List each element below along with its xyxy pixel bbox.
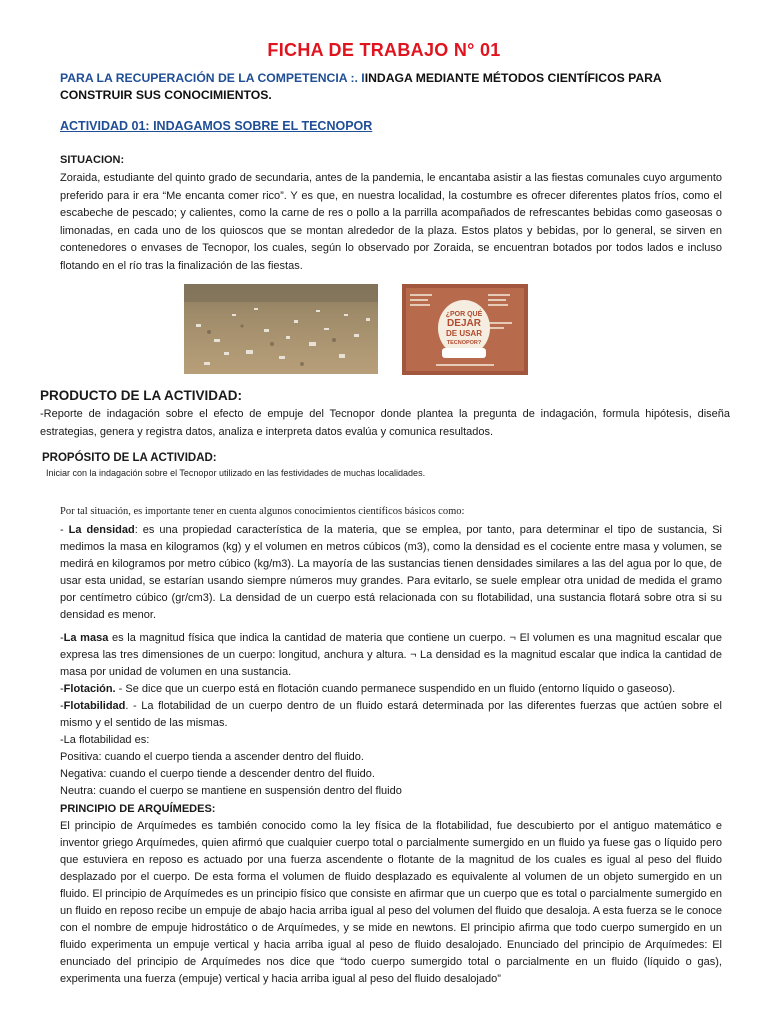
buoyancy-neutral: Neutra: cuando el cuerpo se mantiene en suspensión dentro del fluido [60,785,402,798]
buoyancy-positive: Positiva: cuando el cuerpo tienda a ascender dentro del fluido. [60,751,364,764]
situation-text: Zoraida, estudiante del quinto grado de secundaria, antes de la pandemia, le encantaba asistir a las fiestas comunales cuyo argumento preferido para ir era “Me encanta comer rico”. Y es que, en nuestra localidad, la costumbre es ofrecer diferentes platos fríos, como el escabeche de pescado; y calientes, como la carne de res o pollo a la parrilla acompañados de refrescantes bebidas como gaseosas o limonadas, en cada uno de los quioscos que se montan alrededor de la plaza. Estos platos y bebidas, por lo general, se sirven en contenedores o envases de Tecnopor, los cuales, según lo observado por Zoraida, se encuentran botados por todos lados e incluso flotando en el río tras la finalización de las fiestas. [60,172,722,272]
poster-question-line-4: TECNOPOR? [446,340,482,346]
archimedes-heading [60,801,722,818]
mass-paragraph [60,630,722,681]
poster-question-line-3: DE USAR [445,329,483,338]
beach-litter-image [184,284,378,374]
flotation-lead: - [60,682,64,695]
mass-term: La masa [63,631,109,644]
purpose-text: Iniciar con la indagación sobre el Tecnopor utilizado en las festividades de muchas localidades. [46,468,426,478]
product-text: -Reporte de indagación sobre el efecto de empuje del Tecnopor donde plantea la pregunta de indagación, formula hipótesis, diseña estrategias, genera y registra datos, analiza e interpreta datos evalúa y comunica resultados. [40,408,730,438]
situation-label: SITUACION: [60,154,125,166]
beach-litter-photo [184,284,378,374]
tecnopor-poster [402,284,528,375]
flotation-term: Flotación. [63,682,116,695]
buoyancy-lead: - [60,699,64,712]
flotation-paragraph [60,681,722,698]
tecnopor-poster-image [402,284,528,375]
archimedes-text: El principio de Arquímedes es también conocido como la ley física de la flotabilidad, fue descubierto por el antiguo matemático e inventor griego Arquímedes, quien afirmó que cualquier cuerpo total o parcialmente sumergido en un fluido ya fuese gas o líquido pero que estuviera en reposo es actuado por una fuerza ascendente o flotante de la magnitud de los cuales es igual al peso del fluido desplazado por el cuerpo. De esta forma el volumen de fluido desplazado es equivalente al volumen de un objeto sumergido en un fluido. El principio de Arquímedes es un principio físico que consiste en afirmar que un cuerpo que es total o parcialmente sumergido en un fluido en reposo recibe un empuje de abajo hacia arriba igual al peso del volumen del fluido que desaloja. A esta fuerza se le conoce con el nombre de empuje hidrostático o de Arquímedes, y se mide en newtons. El principio afirma que todo cuerpo sumergido en un fluido experimenta un empuje vertical y hacia arriba igual al peso de fluido desalojado. Enunciado del principio de Arquímedes: El enunciado del principio de Arquímedes nos dice que “todo cuerpo sumergido total o parcialmente en un fluido (líquido o gas), experimenta una fuerza (empuje) vertical y hacia arriba igual al peso del fluido desalojado” [60,819,722,986]
buoyancy-negative: Negativa: cuando el cuerpo tiende a descender dentro del fluido. [60,768,375,781]
density-lead: - [60,524,69,536]
activity-heading: ACTIVIDAD 01: INDAGAMOS SOBRE EL TECNOPOR [60,119,373,133]
subtitle-prefix: PARA LA RECUPERACIÓN DE LA COMPETENCIA :. I [60,71,365,85]
buoyancy-paragraph [60,698,722,732]
product-heading: PRODUCTO DE LA ACTIVIDAD: [40,388,242,403]
flotation-text: - Se dice que un cuerpo está en flotación cuando permanece suspendido en un fluido (entorno líquido o gaseoso). [115,682,676,695]
mass-lead: - [60,631,64,644]
poster-question-line-1: ¿POR QUÉ [445,311,483,318]
buoyancy-intro: -La flotabilidad es: [60,734,150,747]
buoyancy-text: . - La flotabilidad de un cuerpo dentro de un fluido estará determinada por las diferentes fuerzas que actúen sobre el mismo y el sentido de las mismas. [60,699,722,730]
density-term: La densidad [68,524,135,536]
competency-subtitle [60,70,710,104]
buoyancy-term: Flotabilidad [63,699,126,712]
intro-line: Por tal situación, es importante tener en cuenta algunos conocimientos científicos básicos como: [60,506,465,517]
page-title: FICHA DE TRABAJO N° 01 [267,40,501,60]
concepts-block [60,522,722,989]
archimedes-heading-text: PRINCIPIO DE ARQUÍMEDES: [60,802,216,815]
subtitle-rest: INDAGA MEDIANTE MÉTODOS CIENTÍFICOS PARA CONSTRUIR SUS CONOCIMIENTOS. [60,71,662,102]
purpose-heading: PROPÓSITO DE LA ACTIVIDAD: [42,452,217,464]
mass-text: es la magnitud física que indica la cantidad de materia que contiene un cuerpo. ¬ El volumen es una magnitud escalar que expresa las tres dimensiones de un cuerpo: longitud, anchura y altura. ¬ La densidad es la magnitud escalar que indica la cantidad de masa por unidad de volumen en una sustancia. [60,631,722,678]
density-text: : es una propiedad característica de la materia, que se emplea, por tanto, para determinar el tipo de sustancia, Si medimos la masa en kilogramos (kg) y el volumen en metros cúbicos (m3), como la densidad es el cociente entre masa y volumen, se medirá en kilogramos por metro cúbico (kg/m3). La mayoría de las sustancias tienen densidades similares a las del agua por lo que, de usar esta unidad, se estarían usando siempre números muy grandes. Para evitarlo, se suele emplear otra unidad de medida el gramo por centímetro cúbico (gr/cm3). La densidad de un cuerpo está relacionada con su flotabilidad, una sustancia flotará sobre otra si su densidad es menor. [60,524,722,622]
poster-question-line-2: DEJAR [447,318,481,329]
density-paragraph [60,522,722,625]
